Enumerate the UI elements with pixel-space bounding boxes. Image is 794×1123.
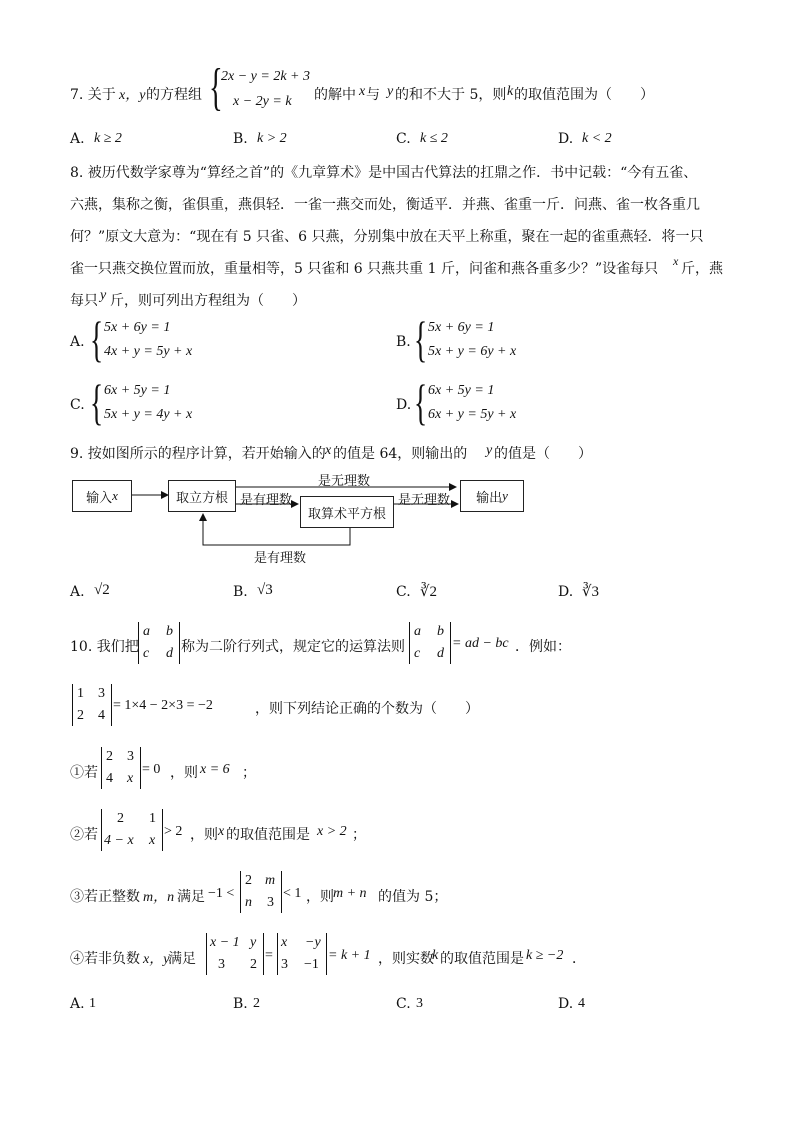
q10-s4-k: k (432, 948, 439, 963)
q9-box-input (72, 480, 132, 512)
q8-option-b-eq2: 5x + y = 6y + x (428, 344, 517, 359)
q8-line-1: 8. 被历代数学家尊为“算经之首”的《九章算术》是中国古代算法的扛鼎之作．书中记载：“今有五雀、 (70, 165, 698, 181)
q10-s4-text: 满足 (168, 951, 196, 967)
q8-option-a-eq2: 4x + y = 5y + x (104, 344, 193, 359)
q8-option-a-letter: A. (70, 334, 85, 350)
q7-option-c-expr: k ≤ 2 (420, 131, 448, 146)
q8-option-b-eq1: 5x + 6y = 1 (428, 320, 495, 335)
q10-s3-d: 3 (267, 895, 274, 910)
q10-example-text: ，则下列结论正确的个数为（ ） (255, 701, 479, 717)
q9-label-irrational-mid: 是无理数 (398, 493, 451, 508)
q7-suffix-a: 的解中 (314, 87, 356, 103)
q7-vars: x，y (119, 88, 146, 103)
q7-yu: 与 (366, 87, 380, 103)
q10-s1-end: ； (242, 765, 256, 781)
q10-s4-d2: −1 (304, 957, 319, 972)
q7-option-a-letter: A. (70, 131, 85, 147)
q10-example-b: 3 (98, 686, 105, 701)
q10-rule-c: c (414, 646, 421, 661)
q10-s2-conclusion: x > 2 (317, 824, 347, 839)
q7-mid: 的方程组 (146, 87, 202, 103)
q7-prefix: 7. 关于 (70, 87, 116, 103)
q8-option-d-eq2: 6x + y = 5y + x (428, 407, 517, 422)
q8-option-d-brace: { (414, 374, 428, 430)
q7-x: x (359, 84, 366, 99)
q10-s4-a2: x (281, 935, 288, 950)
q10-option-a-letter: A. (70, 996, 85, 1012)
q9-box-cube-root (168, 480, 236, 512)
q9-box-input-label: 输入 (86, 490, 113, 506)
q10-s3-text2: ，则 (306, 889, 334, 905)
q7-option-b-expr: k > 2 (257, 131, 287, 146)
q10-option-c-value: 3 (416, 996, 423, 1011)
q7-option-b-letter: B. (233, 131, 248, 147)
q7-option-d-expr: k < 2 (582, 131, 612, 146)
q9-option-d-letter: D. (558, 584, 574, 600)
q9-option-a-expr: √2 (94, 582, 110, 598)
q9-option-c-letter: C. (396, 584, 411, 600)
q7-suffix-c: 的取值范围为（ ） (514, 87, 654, 103)
q9-label-irrational-top: 是无理数 (318, 474, 371, 489)
q10-s1-eq: = 0 (142, 762, 161, 777)
q10-example-c: 2 (77, 708, 84, 723)
q9-box-cube-root-label: 取立方根 (175, 490, 228, 506)
q8-option-b-letter: B. (396, 334, 411, 350)
q10-s2-end: ； (352, 827, 366, 843)
q10-option-d-letter: D. (558, 996, 574, 1012)
q10-s4-eq: = (265, 948, 273, 963)
q10-s2-b: 1 (149, 811, 156, 826)
q10-s3-c: n (245, 895, 252, 910)
q9-option-d-expr: ∛3 (582, 584, 600, 600)
q8-line-5-b: 斤，则可列出方程组为（ ） (110, 293, 306, 309)
q8-line-4: 雀一只燕交换位置而放，重量相等，5 只雀和 6 只燕共重 1 斤，问雀和燕各重多少？”设雀每只 (70, 261, 659, 277)
q10-s3-vars: m，n (143, 890, 175, 905)
q10-s4-c2: 3 (281, 957, 288, 972)
q8-option-d-letter: D. (396, 397, 412, 413)
q7-option-c-letter: C. (396, 131, 411, 147)
q10-s4-conclusion: k ≥ −2 (526, 948, 564, 963)
q10-rule-b: b (437, 624, 444, 639)
q9-text-c: 的值是（ ） (494, 446, 592, 462)
q8-line-4-end: 斤，燕 (681, 261, 723, 277)
q8-line-5-var: y (100, 288, 107, 303)
q10-s3-left: −1 < (208, 886, 235, 901)
q9-box-sqrt-label: 取算术平方根 (307, 506, 386, 522)
q9-box-sqrt (300, 496, 394, 528)
q10-s3-right: < 1 (283, 886, 302, 901)
q7-k: k (507, 84, 514, 99)
q10-s1-c: 4 (106, 771, 113, 786)
q9-label-rational-mid: 是有理数 (240, 493, 293, 508)
q10-s1-b: 3 (127, 749, 134, 764)
q10-s1-d: x (127, 771, 134, 786)
q10-s2-text2: 的取值范围是 (226, 827, 310, 843)
q10-s3-text: 满足 (177, 889, 205, 905)
q10-s2-a: 2 (117, 811, 124, 826)
q10-s1-a: 2 (106, 749, 113, 764)
q9-option-a-letter: A. (70, 584, 85, 600)
q10-option-b-value: 2 (253, 996, 260, 1011)
q9-box-output-var: y (502, 488, 508, 503)
q10-def-c: c (143, 646, 150, 661)
q10-s4-text3: 的取值范围是 (440, 951, 524, 967)
q10-s2-text: ，则 (190, 827, 218, 843)
q8-line-2: 六燕，集称之衡，雀俱重，燕俱轻．一雀一燕交而处，衡适平．并燕、雀重一斤．问燕、雀一枚各重几 (70, 197, 700, 213)
q10-s2-d: x (149, 833, 156, 848)
q7-eq2: x − 2y = k (233, 94, 292, 109)
q10-s4-d: 2 (250, 957, 257, 972)
q10-s4-end: ． (572, 951, 586, 967)
q8-option-d-eq1: 6x + 5y = 1 (428, 383, 495, 398)
q10-rule-d: d (437, 646, 444, 661)
q9-label-rational-bottom: 是有理数 (254, 551, 307, 566)
q10-example-d: 4 (98, 708, 105, 723)
q10-s4-vars: x，y (143, 952, 170, 967)
q10-intro-a: 10. 我们把 (70, 639, 139, 655)
q8-option-b-brace: { (414, 311, 428, 367)
q8-option-a-eq1: 5x + 6y = 1 (104, 320, 171, 335)
q9-option-b-letter: B. (233, 584, 248, 600)
q9-option-b-expr: √3 (257, 582, 273, 598)
q9-box-output (460, 480, 524, 512)
q10-s4-c: 3 (218, 957, 225, 972)
q10-def-a: a (143, 624, 150, 639)
q10-rule-a: a (414, 624, 421, 639)
q10-s2-eq: > 2 (164, 824, 183, 839)
q10-s3-end: 的值为 5； (378, 889, 448, 905)
q10-intro-b: 称为二阶行列式，规定它的运算法则 (181, 639, 405, 655)
q10-def-d: d (166, 646, 173, 661)
q8-option-c-letter: C. (70, 397, 85, 413)
q8-option-a-brace: { (90, 311, 104, 367)
q10-s2-prefix: ②若 (70, 827, 98, 843)
q10-option-a-value: 1 (89, 996, 96, 1011)
q10-s2-c: 4 − x (104, 833, 134, 848)
q8-option-c-eq2: 5x + y = 4y + x (104, 407, 193, 422)
q10-s1-conclusion: x = 6 (200, 762, 230, 777)
q10-option-c-letter: C. (396, 996, 411, 1012)
q10-example-result: = 1×4 − 2×3 = −2 (113, 698, 213, 713)
q10-option-d-value: 4 (578, 996, 585, 1011)
q7-suffix-b: 的和不大于 5，则 (395, 87, 507, 103)
q9-text-b: 的值是 64，则输出的 (333, 446, 468, 462)
q10-s4-text2: ，则实数 (378, 951, 434, 967)
q8-line-3: 何？”原文大意为：“现在有 5 只雀、6 只燕，分别集中放在天平上称重，聚在一起的雀重燕轻．将一只 (70, 229, 704, 245)
q10-intro-c: = ad − bc (452, 636, 509, 651)
q10-s2-x: x (218, 824, 225, 839)
q7-brace: { (209, 59, 223, 116)
q10-s3-prefix: ③若正整数 (70, 889, 140, 905)
q10-intro-d: ．例如： (515, 639, 571, 655)
q9-text-a: 9. 按如图所示的程序计算，若开始输入的 (70, 446, 326, 462)
q8-line-4-var: x (673, 254, 679, 268)
q10-s1-prefix: ①若 (70, 765, 98, 781)
q10-s3-b: m (265, 873, 276, 888)
q8-line-5-a: 每只 (70, 293, 98, 309)
q9-x: x (325, 443, 332, 458)
q10-s4-b2: −y (305, 935, 321, 950)
q8-option-c-eq1: 6x + 5y = 1 (104, 383, 171, 398)
q7-option-d-letter: D. (558, 131, 574, 147)
q7-eq1: 2x − y = 2k + 3 (221, 69, 310, 84)
q8-option-c-brace: { (90, 374, 104, 430)
q9-option-c-expr: ∛2 (420, 584, 438, 600)
q10-def-b: b (166, 624, 173, 639)
q9-box-output-label: 输出 (476, 490, 503, 506)
q10-s4-a: x − 1 (210, 935, 240, 950)
q7-option-a-expr: k ≥ 2 (94, 131, 122, 146)
q10-s4-prefix: ④若非负数 (70, 951, 140, 967)
q10-option-b-letter: B. (233, 996, 248, 1012)
q9-box-input-var: x (112, 488, 118, 503)
q9-y: y (486, 443, 493, 458)
q10-s4-eq2: = k + 1 (328, 948, 371, 963)
q10-s4-b: y (250, 935, 257, 950)
q10-s3-a: 2 (245, 873, 252, 888)
q10-s3-sum: m + n (333, 886, 367, 901)
q7-y: y (387, 84, 394, 99)
q10-example-a: 1 (77, 686, 84, 701)
q10-s1-text: ，则 (170, 765, 198, 781)
